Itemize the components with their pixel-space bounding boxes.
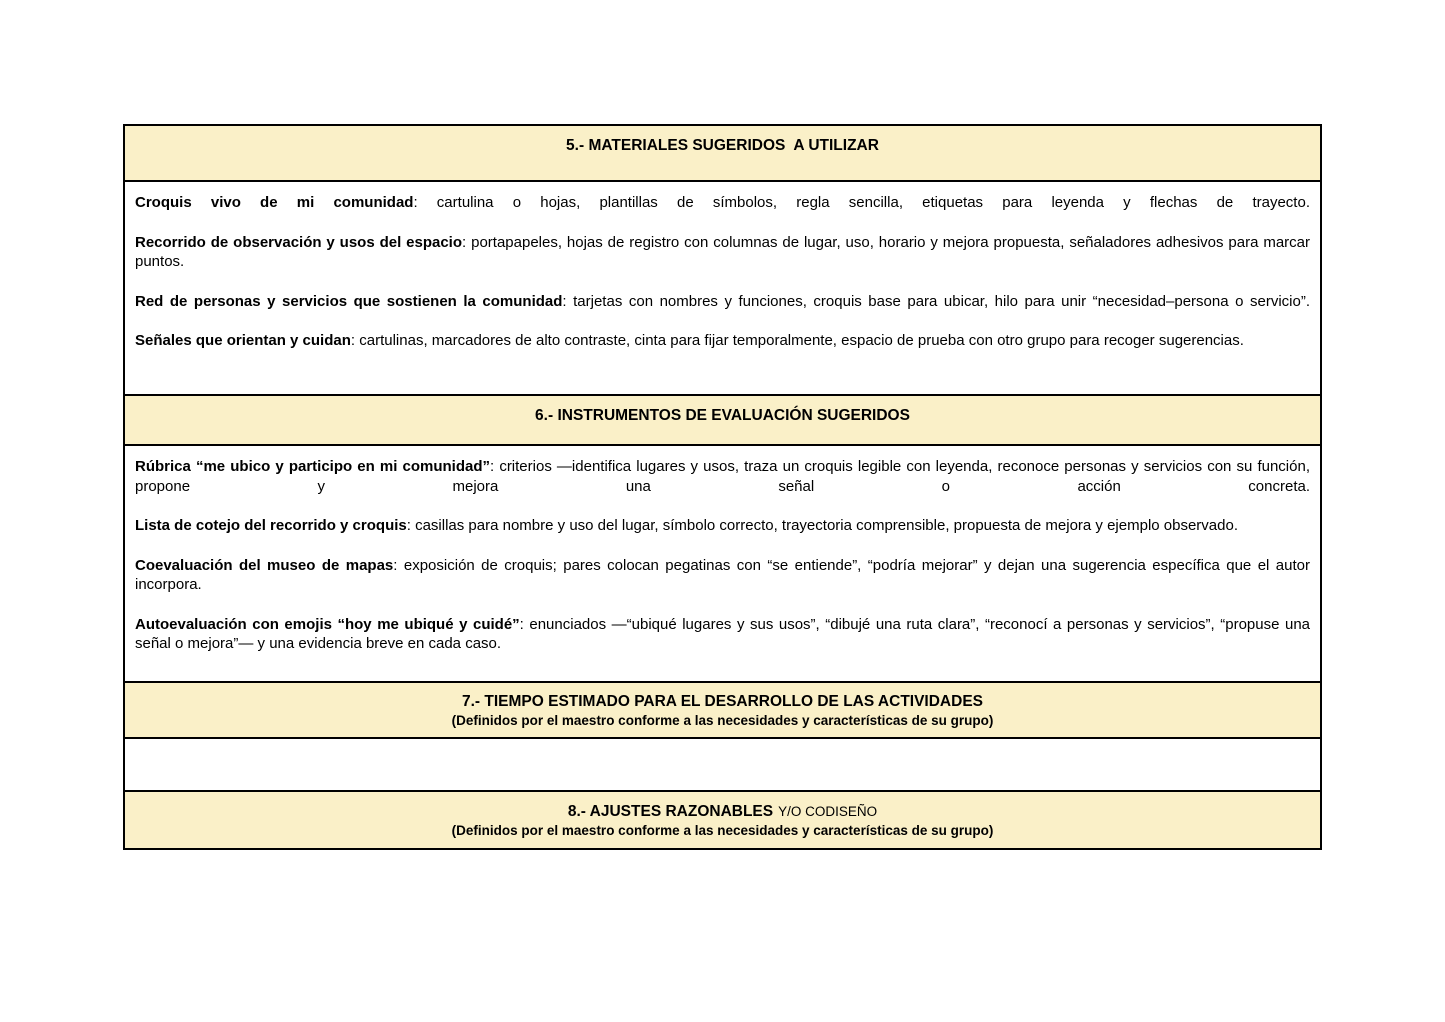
section-8-subtitle: (Definidos por el maestro conforme a las necesidades y características de su grupo) — [451, 823, 994, 838]
evaluation-item-4 — [135, 615, 1310, 654]
section-6-title: 6.- INSTRUMENTOS DE EVALUACIÓN SUGERIDOS — [535, 407, 910, 424]
section-5-title: 5.- MATERIALES SUGERIDOS A UTILIZAR — [566, 137, 879, 154]
section-7-subtitle: (Definidos por el maestro conforme a las necesidades y características de su grupo) — [451, 713, 994, 728]
section-8-title-suffix: Y/O CODISEÑO — [778, 804, 878, 819]
evaluation-item-1 — [135, 457, 1310, 496]
evaluation-item-2-lead: Lista de cotejo del recorrido y croquis — [135, 517, 407, 534]
evaluation-item-3-text: : exposición de croquis; pares colocan pegatinas con “se entiende”, “podría mejorar” y dejan una sugerencia específica que el autor incorpora. — [135, 556, 1310, 593]
evaluation-item-3-lead: Coevaluación del museo de mapas — [135, 556, 394, 574]
section-8-title — [125, 802, 1320, 821]
material-item-3-text: : tarjetas con nombres y funciones, croquis base para ubicar, hilo para unir “necesidad–persona o servicio”. — [562, 292, 1310, 310]
section-7-title: 7.- TIEMPO ESTIMADO PARA EL DESARROLLO DE LAS ACTIVIDADES — [461, 693, 983, 710]
section-6-content-row — [125, 444, 1320, 681]
evaluation-item-1-text: : criterios —identifica lugares y usos, traza un croquis legible con leyenda, reconoce personas y servicios con su función, propone y mejora una señal o acción concreta. — [135, 458, 1310, 495]
evaluation-item-4-text: : enunciados —“ubiqué lugares y sus usos”, “dibujé una ruta clara”, “reconocí a personas y servicios”, “propuse una señal o mejora”— y una evidencia breve en cada caso. — [135, 615, 1311, 652]
section-5-header-row — [125, 126, 1320, 180]
material-item-2-lead: Recorrido de observación y usos del espacio — [135, 233, 463, 251]
material-item-4-lead: Señales que orientan y cuidan — [135, 332, 351, 349]
material-item-3-lead: Red de personas y servicios que sostienen la comunidad — [135, 292, 563, 310]
planner-table — [123, 124, 1322, 850]
section-6-header-row — [125, 394, 1320, 444]
material-item-2-text: : portapapeles, hojas de registro con columnas de lugar, uso, horario y mejora propuesta, señaladores adhesivos para marcar puntos. — [135, 233, 1310, 270]
section-8-title-main: 8.- AJUSTES RAZONABLES — [567, 803, 774, 820]
section-7-body-row — [125, 737, 1320, 790]
evaluation-item-1-lead: Rúbrica “me ubico y participo en mi comunidad” — [135, 458, 491, 475]
material-item-1-lead: Croquis vivo de mi comunidad — [135, 194, 414, 211]
material-item-2 — [135, 233, 1310, 272]
section-8-header-row — [125, 790, 1320, 848]
evaluation-item-2-text: : casillas para nombre y uso del lugar, símbolo correcto, trayectoria comprensible, propuesta de mejora y ejemplo observado. — [406, 517, 1238, 534]
section-5-content-row — [125, 180, 1320, 394]
material-item-3 — [135, 292, 1310, 312]
evaluation-item-2 — [135, 516, 1310, 536]
material-item-1-text: : cartulina o hojas, plantillas de símbolos, regla sencilla, etiquetas para leyenda y flechas de trayecto. — [413, 194, 1310, 211]
evaluation-item-4-lead: Autoevaluación con emojis “hoy me ubiqué y cuidé” — [135, 615, 520, 633]
section-7-header-row — [125, 681, 1320, 737]
evaluation-item-3 — [135, 556, 1310, 595]
material-item-1 — [135, 193, 1310, 213]
material-item-4-text: : cartulinas, marcadores de alto contraste, cinta para fijar temporalmente, espacio de prueba con otro grupo para recoger sugerencias. — [350, 332, 1244, 349]
material-item-4 — [135, 331, 1310, 351]
